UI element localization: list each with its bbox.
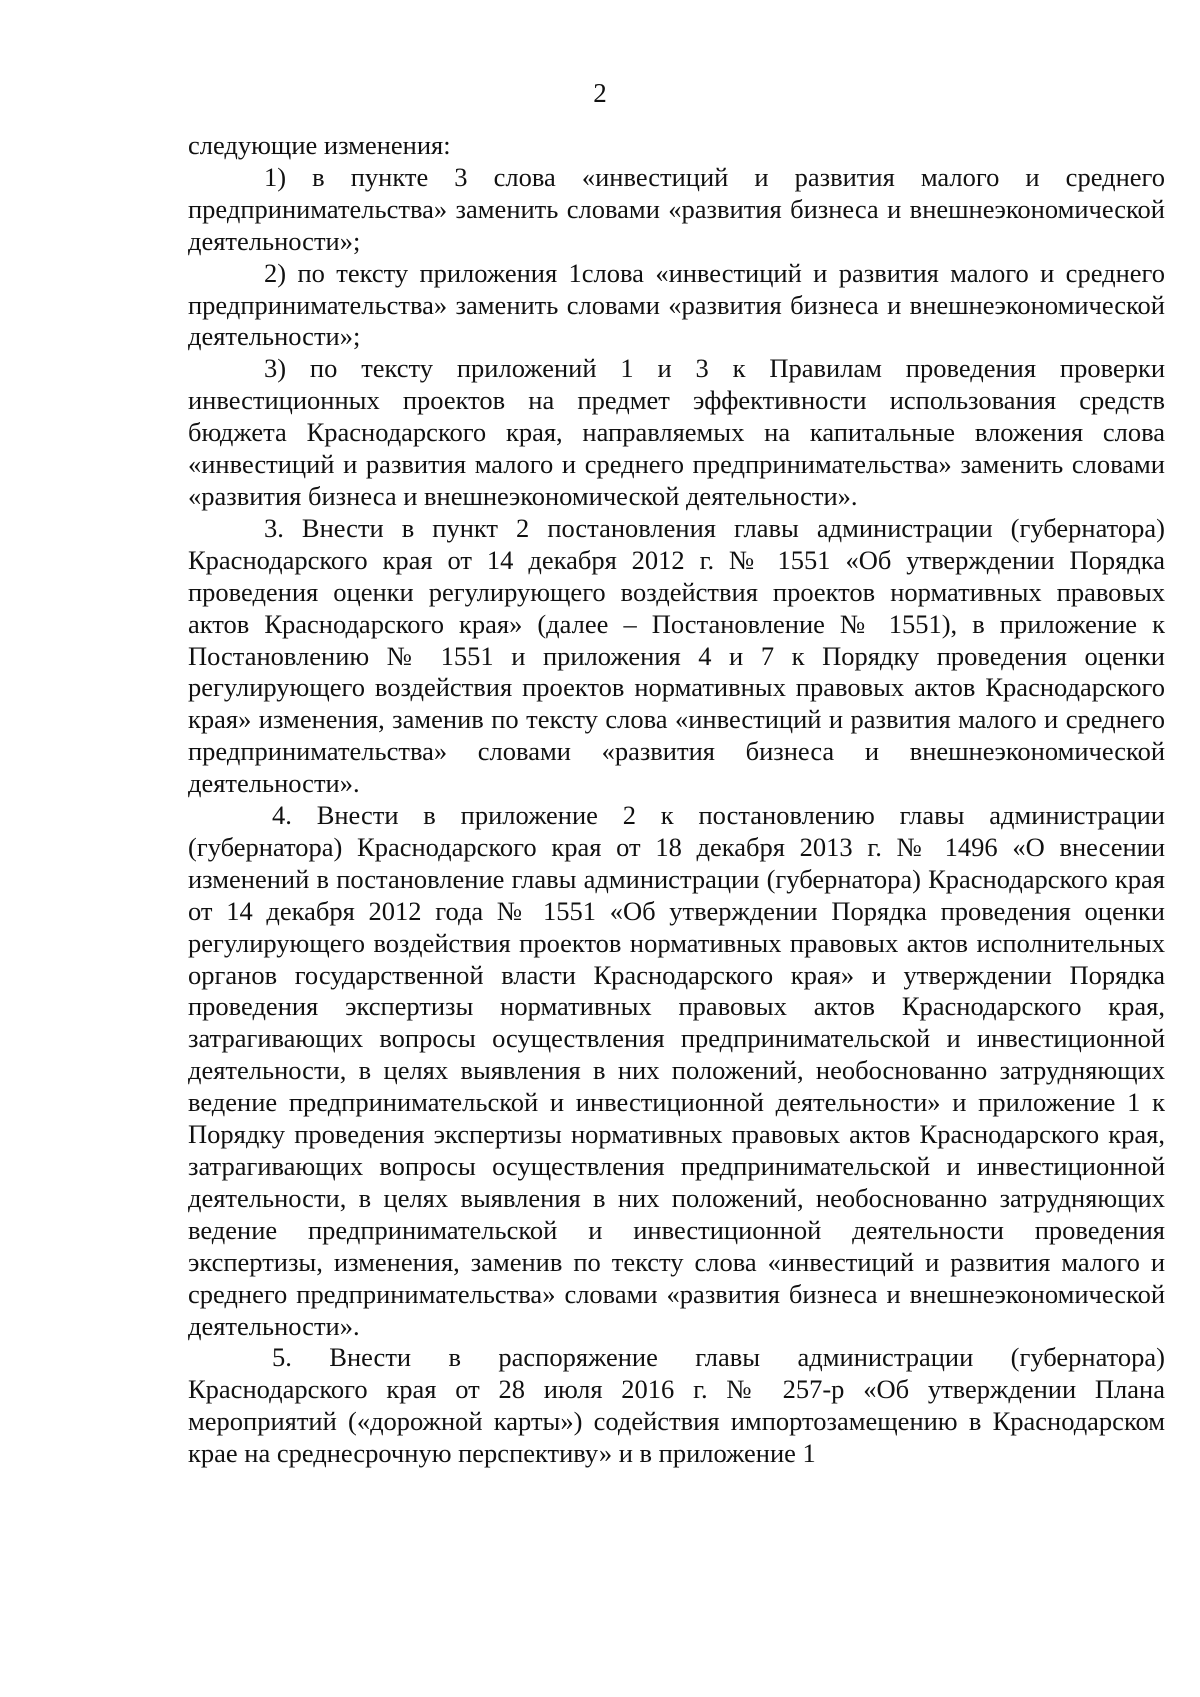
paragraph-item-1: 1) в пункте 3 слова «инвестиций и развития малого и среднего предпринимательства» заменить словами «развития бизнеса и внешнеэкономической деятельности»; (188, 161, 1165, 256)
paragraph-section-3: 3. Внести в пункт 2 постановления главы администрации (губернатора) Краснодарского края от 14 декабря 2012 г. № 1551 «Об утверждении Порядка проведения оценки регулирующего воздействия проектов нормативных правовых актов Краснодарского края» (далее – Постановление № 1551), в приложение к Постановлению № 1551 и приложения 4 и 7 к Порядку проведения оценки регулирующего воздействия проектов нормативных правовых актов Краснодарского края» изменения, заменив по тексту слова «инвестиций и развития малого и среднего предпринимательства» словами «развития бизнеса и внешнеэкономической деятельности». (188, 512, 1165, 799)
paragraph-intro: следующие изменения: (188, 130, 451, 160)
page-number: 2 (593, 78, 607, 108)
paragraph-item-3: 3) по тексту приложений 1 и 3 к Правилам проведения проверки инвестиционных проектов на предмет эффективности использования средств бюджета Краснодарского края, направляемых на капитальные вложения слова «инвестиций и развития малого и среднего предпринимательства» заменить словами «развития бизнеса и внешнеэкономической деятельности». (188, 353, 1165, 511)
paragraph-section-4: 4. Внести в приложение 2 к постановлению главы администрации (губернатора) Краснодарского края от 18 декабря 2013 г. № 1496 «О внесении изменений в постановление главы администрации (губернатора) Краснодарского края от 14 декабря 2012 года № 1551 «Об утверждении Порядка проведения оценки регулирующего воздействия проектов нормативных правовых актов исполнительных органов государственной власти Краснодарского края» и утверждении Порядка проведения экспертизы нормативных правовых актов Краснодарского края, затрагивающих вопросы осуществления предпринимательской и инвестиционной деятельности, в целях выявления в них положений, необоснованно затрудняющих ведение предпринимательской и инвестиционной деятельности» и приложение 1 к Порядку проведения экспертизы нормативных правовых актов Краснодарского края, затрагивающих вопросы осуществления предпринимательской и инвестиционной деятельности, в целях выявления в них положений, необоснованно затрудняющих ведение предпринимательской и инвестиционной деятельности проведения экспертизы, изменения, заменив по тексту слова «инвестиций и развития малого и среднего предпринимательства» словами «развития бизнеса и внешнеэкономической деятельности». (188, 800, 1165, 1341)
document-body (188, 130, 1165, 1470)
paragraph-item-2: 2) по тексту приложения 1слова «инвестиций и развития малого и среднего предпринимательства» заменить словами «развития бизнеса и внешнеэкономической деятельности»; (188, 257, 1165, 352)
paragraph-section-5: 5. Внести в распоряжение главы администрации (губернатора) Краснодарского края от 28 июля 2016 г. № 257-р «Об утверждении Плана мероприятий («дорожной карты») содействия импортозамещению в Краснодарском крае на среднесрочную перспективу» и в приложение 1 (188, 1342, 1165, 1469)
